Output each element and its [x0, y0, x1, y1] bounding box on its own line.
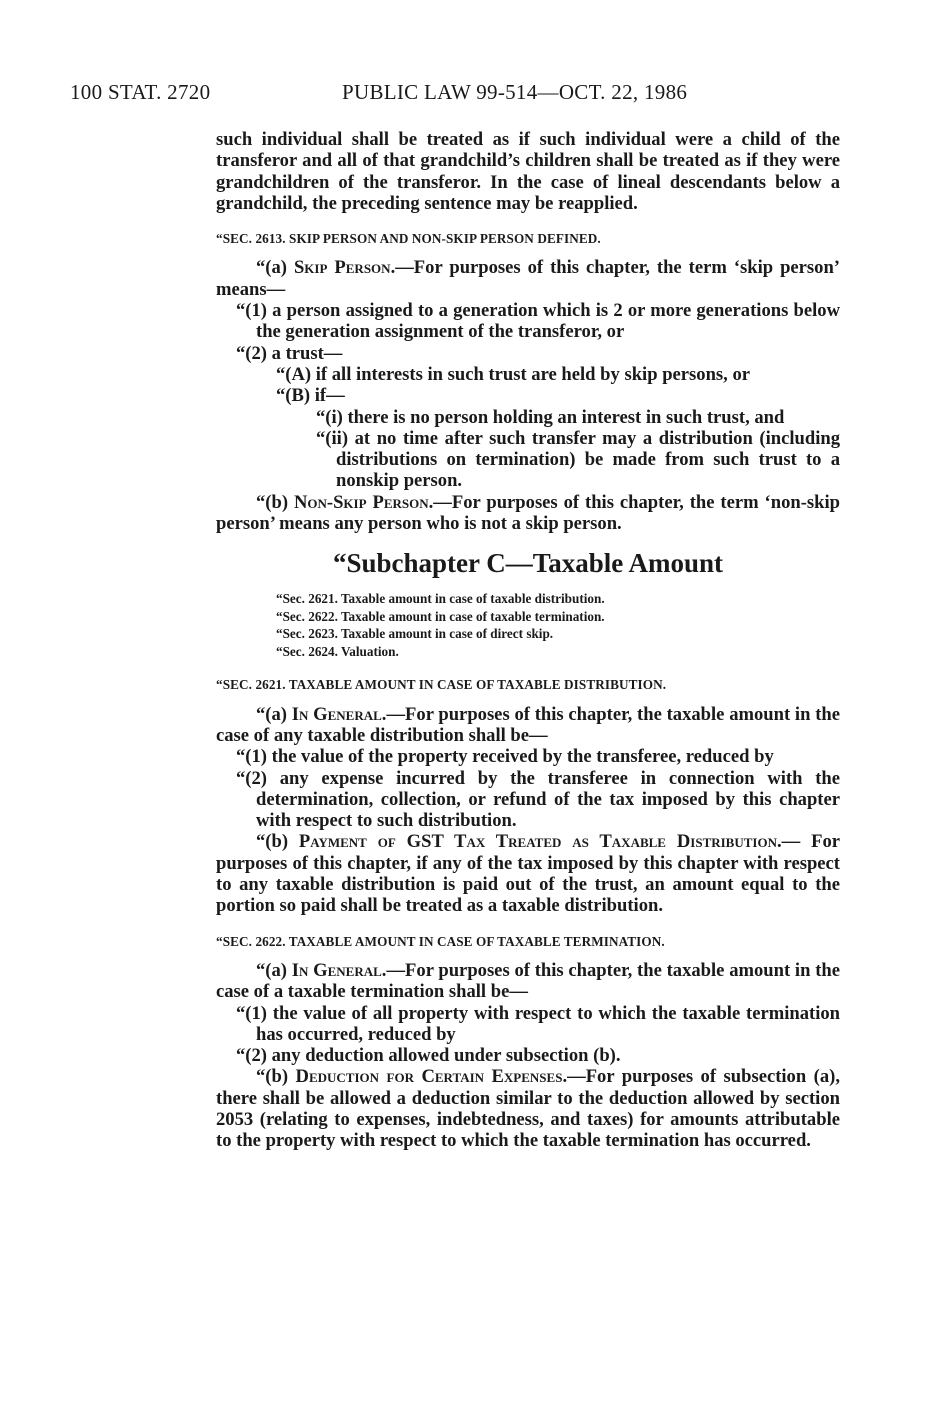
subsection-b-lead: “(b) [256, 491, 294, 513]
toc-entry: “Sec. 2624. Valuation. [276, 643, 399, 659]
clause-a-2-B-ii: “(ii) at no time after such transfer may a distribution (including distributions on termination) be made from such trust to a nonskip person. [316, 427, 840, 492]
running-header [70, 80, 850, 110]
sec2622-paragraph-1: “(1) the value of all property with respect to which the taxable termination has occurred, reduced by [236, 1002, 840, 1045]
paragraph-a-2: “(2) a trust— [236, 342, 343, 364]
sec2621-a-heading: In General [291, 703, 382, 725]
subsection-a-heading: Skip Person [293, 257, 391, 279]
sec2621-paragraph-2: “(2) any expense incurred by the transferee in connection with the determination, collection, or refund of the tax imposed by this chapter with respect to such distribution. [236, 767, 840, 832]
sec2621-a-lead: “(a) [256, 703, 292, 725]
sec2621-b-text: .— For purposes of this chapter, if any of the tax imposed by this chapter with respect to any taxable distribution is paid out of the trust, an amount equal to the portion so paid shall be treated as a taxable distribution. [216, 831, 841, 917]
sec2622-a-text: .—For purposes of this chapter, the taxable amount in the case of a taxable termination shall be— [216, 959, 840, 1003]
sec2621-b-heading: Payment of GST Tax Treated as Taxable Distribution [298, 831, 777, 853]
sec2622-subsection-b [216, 1066, 840, 1151]
subsection-a-lead: “(a) [256, 257, 294, 279]
sec2622-a-lead: “(a) [256, 959, 292, 981]
subsection-a-text: .—For purposes of this chapter, the term ‘skip person’ means— [216, 257, 840, 300]
sec2621-subsection-a [216, 704, 840, 747]
sec2621-paragraph-1: “(1) the value of the property received by the transferee, reduced by [236, 746, 774, 768]
subsection-a-skip-person [216, 257, 840, 300]
toc-entry: “Sec. 2622. Taxable amount in case of taxable termination. [276, 608, 605, 624]
subchapter-title: “Subchapter C—Taxable Amount [332, 548, 724, 579]
sec2622-subsection-a [216, 960, 840, 1003]
public-law-citation: PUBLIC LAW 99-514—OCT. 22, 1986 [342, 80, 688, 104]
page-body [216, 129, 840, 1152]
clause-a-2-B-i: “(i) there is no person holding an interest in such trust, and [316, 406, 785, 428]
section-heading-2613: “SEC. 2613. SKIP PERSON AND NON-SKIP PERSON DEFINED. [216, 231, 601, 247]
sec2621-a-text: .—For purposes of this chapter, the taxable amount in the case of any taxable distribution shall be— [216, 703, 840, 746]
sec2622-paragraph-2: “(2) any deduction allowed under subsection (b). [236, 1045, 621, 1067]
sec2622-b-heading: Deduction for Certain Expenses [295, 1066, 563, 1088]
subsection-b-non-skip-person [216, 492, 840, 535]
sec2622-b-text: .—For purposes of subsection (a), there shall be allowed a deduction similar to the deduction allowed by section 2053 (relating to expenses, indebtedness, and taxes) for amounts attributable to the property with respect to which the taxable termination has occurred. [216, 1066, 841, 1152]
toc-entry: “Sec. 2621. Taxable amount in case of taxable distribution. [276, 591, 605, 607]
subsection-b-text: .—For purposes of this chapter, the term ‘non-skip person’ means any person who is not a skip person. [216, 491, 840, 535]
continued-paragraph: such individual shall be treated as if such individual were a child of the transferor and all of that grandchild’s children shall be treated as if they were grandchildren of the transferor. In the case of lineal descendants below a grandchild, the preceding sentence may be reapplied. [216, 129, 840, 214]
paragraph-a-1: “(1) a person assigned to a generation which is 2 or more generations below the generation assignment of the transferor, or [236, 300, 840, 343]
sec2621-b-lead: “(b) [256, 831, 299, 853]
section-heading-2621: “SEC. 2621. TAXABLE AMOUNT IN CASE OF TAXABLE DISTRIBUTION. [216, 677, 667, 693]
subsection-b-heading: Non-Skip Person [293, 491, 429, 513]
subparagraph-a-2-A: “(A) if all interests in such trust are held by skip persons, or [276, 363, 750, 385]
section-heading-2622: “SEC. 2622. TAXABLE AMOUNT IN CASE OF TAXABLE TERMINATION. [216, 933, 665, 949]
stat-page-number: 100 STAT. 2720 [70, 80, 211, 104]
toc-entry: “Sec. 2623. Taxable amount in case of direct skip. [276, 626, 554, 642]
sec2621-subsection-b [216, 831, 840, 916]
sec2622-a-heading: In General [291, 959, 382, 981]
sec2622-b-lead: “(b) [256, 1066, 296, 1088]
subchapter-table-of-contents [216, 590, 840, 660]
subparagraph-a-2-B: “(B) if— [276, 385, 345, 407]
